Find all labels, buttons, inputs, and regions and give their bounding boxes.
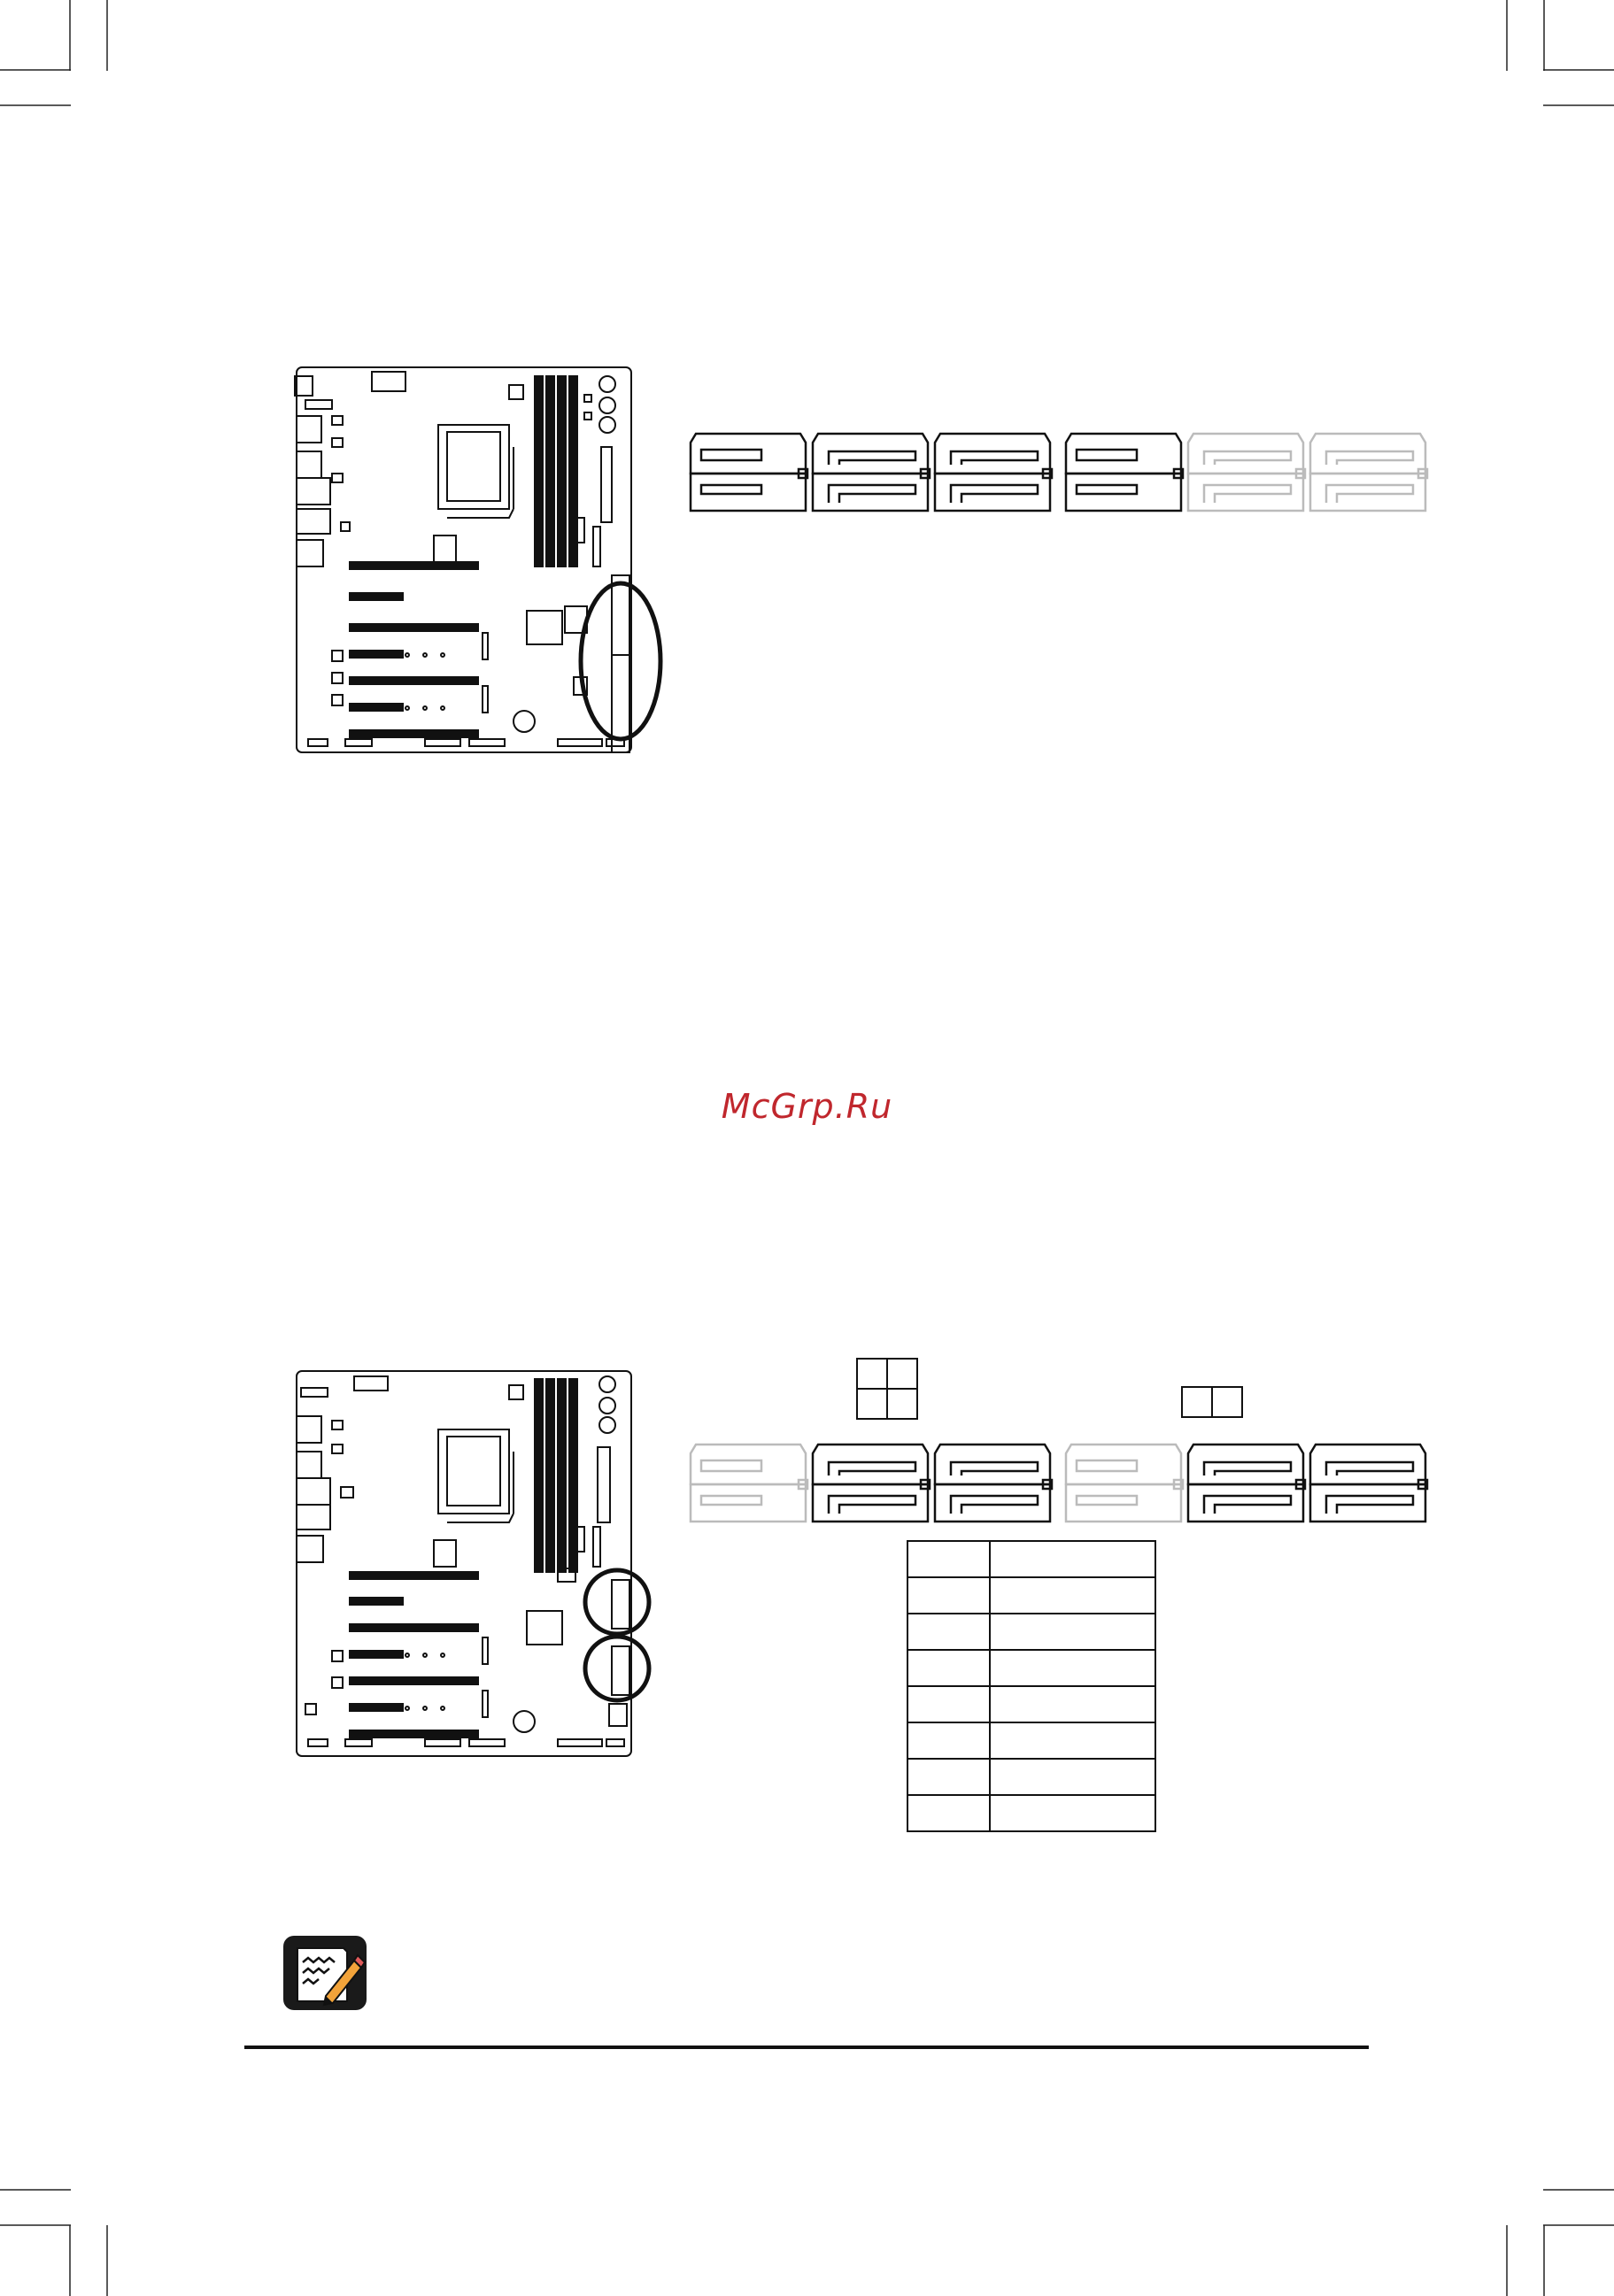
sata-port <box>1066 434 1183 511</box>
sata-port <box>691 1445 807 1522</box>
footer-rule <box>244 2046 1369 2049</box>
pin-box-left <box>856 1358 920 1422</box>
sata-port <box>935 434 1052 511</box>
sata-connector-diagram-lower <box>691 1437 1399 1544</box>
pin-definition-table <box>907 1540 1163 1841</box>
watermark-text: McGrp.Ru <box>721 1087 893 1126</box>
pencil-note-icon <box>282 1934 370 2014</box>
motherboard-diagram-upper <box>292 363 646 761</box>
sata-port <box>813 1445 930 1522</box>
sata-port <box>1188 434 1305 511</box>
sata-port <box>935 1445 1052 1522</box>
sata-connector-diagram-upper <box>691 425 1399 531</box>
sata-port <box>1188 1445 1305 1522</box>
sata-port <box>813 434 930 511</box>
pin-box-right <box>1181 1386 1245 1422</box>
motherboard-diagram-lower <box>292 1363 646 1761</box>
sata-port <box>691 434 807 511</box>
sata-port <box>1066 1445 1183 1522</box>
